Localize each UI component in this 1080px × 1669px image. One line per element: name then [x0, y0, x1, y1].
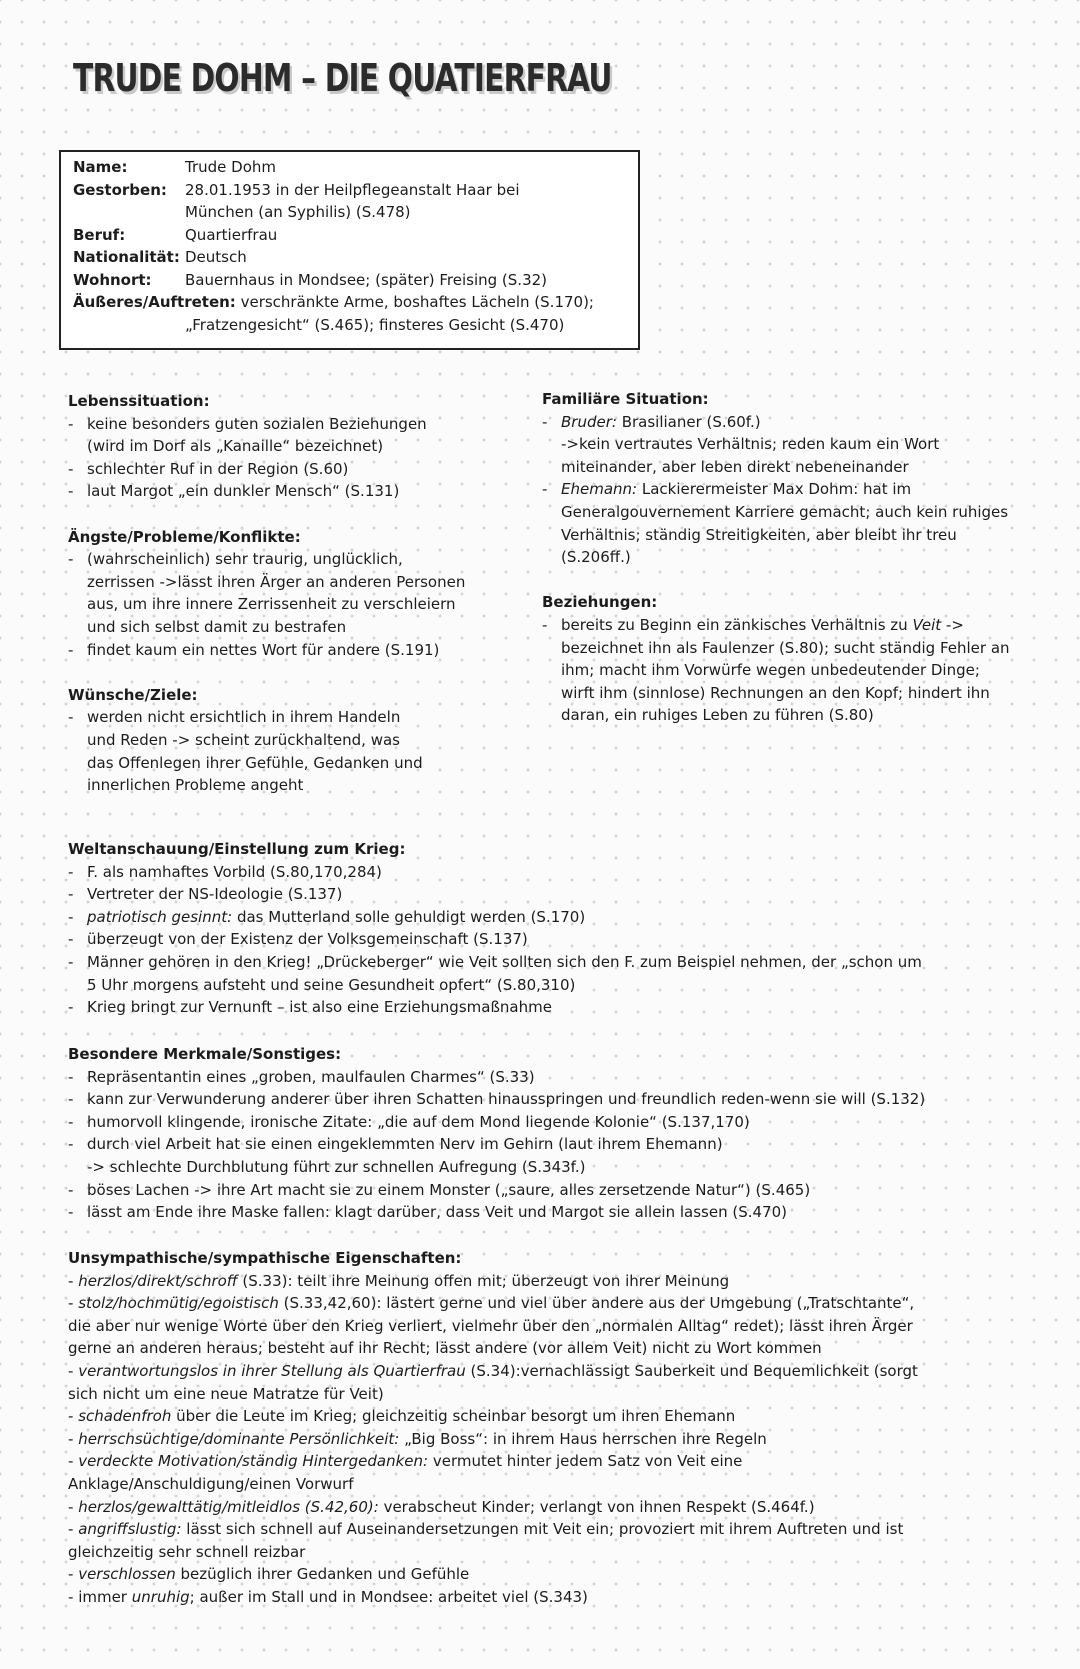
look-value-cont: „Fratzengesicht“ (S.465); finsteres Gesicht (S.470)	[185, 315, 565, 334]
trait-1: - herzlos/direkt/schroff (S.33): teilt ihre Meinung offen mit; überzeugt von ihrer Meinung	[68, 1271, 730, 1290]
special-item-2: kann zur Verwunderung anderer über ihren Schatten hinausspringen und freundlich reden-wenn sie will (S.132)	[87, 1090, 926, 1109]
list-item: - Krieg bringt zur Vernunft – ist also eine Erziehungsmaßnahme	[68, 998, 552, 1017]
special-item-6: lässt am Ende ihre Maske fallen: klagt darüber, dass Veit und Margot sie allein lassen (S.470)	[87, 1203, 787, 1222]
home-label: Wohnort:	[73, 270, 152, 289]
trait-3-text: (S.34):vernachlässigt Sauberkeit und Bequemlichkeit (sorgt	[470, 1361, 918, 1380]
life-item-2: schlechter Ruf in der Region (S.60)	[87, 459, 349, 478]
profile-box	[59, 150, 640, 350]
trait-8-line-2: gleichzeitig sehr schnell reizbar	[68, 1542, 306, 1561]
world-item-5: Männer gehören in den Krieg! „Drückeberger“ wie Veit sollten sich den F. zum Beispiel nehmen, der „schon um	[87, 952, 922, 971]
list-item: - laut Margot „ein dunkler Mensch“ (S.131)	[68, 482, 400, 501]
trait-2-em: stolz/hochmütig/egoistisch	[78, 1294, 279, 1313]
special-heading: Besondere Merkmale/Sonstiges:	[68, 1045, 342, 1063]
nation-value: Deutsch	[185, 248, 247, 266]
trait-6-text: vermutet hinter jedem Satz von Veit eine	[432, 1452, 743, 1471]
trait-8: - angriffslustig: lässt sich schnell auf Auseinandersetzungen mit Veit ein; provoziert mit ihrem Auftreten und ist	[68, 1520, 904, 1539]
trait-8-text: lässt sich schnell auf Auseinandersetzungen mit Veit ein; provoziert mit ihrem Auftreten und ist	[186, 1520, 904, 1539]
trait-6-line-2: Anklage/Anschuldigung/einen Vorwurf	[68, 1474, 354, 1493]
life-heading: Lebenssituation:	[68, 392, 210, 410]
nation-label: Nationalität:	[73, 248, 180, 266]
list-item: - Repräsentantin eines „groben, maulfaulen Charmes“ (S.33)	[68, 1067, 535, 1086]
profile-row-nation	[73, 246, 247, 269]
trait-9-em: verschlossen	[78, 1565, 176, 1584]
job-label: Beruf:	[73, 225, 126, 244]
trait-8-em: angriffslustig:	[78, 1520, 182, 1539]
trait-10-pre: immer	[78, 1587, 127, 1606]
trait-2-line-2: die aber nur wenige Worte über den Krieg verliert, vielmehr über den „normalen Alltag“ redet); lässt ihren Ärger	[68, 1316, 913, 1335]
list-item: - keine besonders guten sozialen Beziehungen (wird im Dorf als „Kanaille“ bezeichnet)	[68, 414, 427, 456]
trait-4-em: schadenfroh	[78, 1407, 172, 1426]
trait-10-em: unruhig	[131, 1587, 190, 1606]
list-item: - lässt am Ende ihre Maske fallen: klagt darüber, dass Veit und Margot sie allein lassen (S.470)	[68, 1203, 787, 1222]
list-item: - patriotisch gesinnt: das Mutterland solle gehuldigt werden (S.170)	[68, 907, 586, 926]
fears-item-2: findet kaum ein nettes Wort für andere (S.191)	[87, 640, 440, 659]
list-item: - überzeugt von der Existenz der Volksgemeinschaft (S.137)	[68, 930, 528, 949]
trait-10-text: ; außer im Stall und in Mondsee: arbeitet viel (S.343)	[189, 1587, 588, 1606]
rel-text-1: bereits zu Beginn ein zänkisches Verhältnis zu	[561, 615, 908, 634]
brother-sub: ->kein vertrautes Verhältnis; reden kaum ein Wort miteinander, aber leben direkt nebeneinander	[561, 435, 940, 476]
trait-4-text: über die Leute im Krieg; gleichzeitig scheinbar besorgt um ihren Ehemann	[176, 1407, 736, 1426]
trait-7-em: herzlos/gewalttätig/mitleidlos (S.42,60):	[78, 1497, 379, 1516]
trait-3: - verantwortungslos in ihrer Stellung als Quartierfrau (S.34):vernachlässigt Sauberkeit und Bequemlichkeit (sorgt	[68, 1361, 918, 1380]
trait-2-line-3: gerne an anderen heraus; besteht auf ihr Recht; lässt andere (vor allem Veit) nicht zu Wort kommen	[68, 1339, 822, 1358]
life-item-1: keine besonders guten sozialen Beziehungen (wird im Dorf als „Kanaille“ bezeichnet)	[87, 414, 427, 456]
trait-1-text: (S.33): teilt ihre Meinung offen mit; überzeugt von ihrer Meinung	[242, 1271, 730, 1290]
died-value: 28.01.1953 in der Heilpflegeanstalt Haar bei	[185, 180, 520, 199]
world-item-6: Krieg bringt zur Vernunft – ist also eine Erziehungsmaßnahme	[87, 998, 552, 1017]
world-item-5-cont: 5 Uhr morgens aufsteht und seine Gesundheit opfert“ (S.80,310)	[87, 975, 576, 994]
list-item: - bereits zu Beginn ein zänkisches Verhältnis zu Veit -> bezeichnet ihn als Faulenzer (S.80); sucht ständig Fehler an ihm; macht ihm Vorwürfe wegen unbedeutender Dinge; wirft ihm (sinnlose) Rechnungen an den Kopf; hindert ihn daran, ein ruhiges Leben zu führen (S.80)	[542, 615, 1010, 725]
list-item: - F. als namhaftes Vorbild (S.80,170,284)	[68, 862, 382, 881]
list-item: - Vertreter der NS-Ideologie (S.137)	[68, 885, 343, 904]
list-item: - böses Lachen -> ihre Art macht sie zu einem Monster („saure, alles zersetzende Natur“) (S.465)	[68, 1180, 811, 1199]
profile-row-died	[73, 179, 520, 202]
traits-section	[68, 1247, 1068, 1609]
trait-9-text: bezüglich ihrer Gedanken und Gefühle	[180, 1565, 470, 1584]
trait-6-em: verdeckte Motivation/ständig Hintergedanken:	[78, 1452, 429, 1471]
list-item: - humorvoll klingende, ironische Zitate: „die auf dem Mond liegende Kolonie“ (S.137,170)	[68, 1112, 750, 1131]
world-heading: Weltanschauung/Einstellung zum Krieg:	[68, 840, 406, 858]
brother-label: Bruder:	[561, 412, 617, 431]
died-value-cont: München (an Syphilis) (S.478)	[185, 203, 411, 221]
trait-7-text: verabscheut Kinder; verlangt von ihnen Respekt (S.464f.)	[383, 1497, 815, 1516]
trait-5: - herrschsüchtige/dominante Persönlichkeit: „Big Boss“: in ihrem Haus herrschen ihre Regeln	[68, 1429, 767, 1448]
profile-row-name	[73, 156, 276, 179]
world-item-2: Vertreter der NS-Ideologie (S.137)	[87, 885, 343, 904]
list-item: - werden nicht ersichtlich in ihrem Handeln und Reden -> scheint zurückhaltend, was das Offenlegen ihrer Gefühle, Gedanken und innerlichen Probleme angeht	[68, 708, 423, 795]
rel-text-2: -> bezeichnet ihn als Faulenzer (S.80); sucht ständig Fehler an ihm; macht ihm Vorwürfe wegen unbedeutender Dinge; wirft ihm (sinnlose) Rechnungen an den Kopf; hindert ihn daran, ein ruhiges Leben zu führen (S.80)	[561, 615, 1010, 725]
trait-3-line-2: sich nicht um eine neue Matratze für Veit)	[68, 1384, 384, 1403]
special-item-5: böses Lachen -> ihre Art macht sie zu einem Monster („saure, alles zersetzende Natur“) (S.465)	[87, 1180, 811, 1199]
trait-2: - stolz/hochmütig/egoistisch (S.33,42,60): lästert gerne und viel über andere aus der Umgebung („Tratschtante“,	[68, 1294, 915, 1313]
traits-heading: Unsympathische/sympathische Eigenschaften:	[68, 1249, 462, 1267]
trait-7: - herzlos/gewalttätig/mitleidlos (S.42,60): verabscheut Kinder; verlangt von ihnen Respekt (S.464f.)	[68, 1497, 815, 1516]
life-item-3: laut Margot „ein dunkler Mensch“ (S.131)	[87, 482, 400, 501]
list-item: - schlechter Ruf in der Region (S.60)	[68, 459, 349, 478]
list-item: - (wahrscheinlich) sehr traurig, unglücklich, zerrissen ->lässt ihren Ärger an anderen Personen aus, um ihre innere Zerrissenheit zu verschleiern und sich selbst damit zu bestrafen	[68, 550, 466, 636]
fears-heading: Ängste/Probleme/Konflikte:	[68, 527, 301, 546]
profile-row-look	[73, 291, 594, 314]
world-item-1: F. als namhaftes Vorbild (S.80,170,284)	[87, 862, 382, 881]
trait-10: - immer unruhig; außer im Stall und in Mondsee: arbeitet viel (S.343)	[68, 1587, 588, 1606]
right-column	[542, 388, 1012, 727]
list-item: - Ehemann: Lackierermeister Max Dohm: hat im Generalgouvernement Karriere gemacht; auch kein ruhiges Verhältnis; ständig Streitigkeiten, aber bleibt ihr treu (S.206ff.)	[542, 480, 1009, 567]
list-item: - findet kaum ein nettes Wort für andere (S.191)	[68, 640, 440, 659]
trait-4: - schadenfroh über die Leute im Krieg; gleichzeitig scheinbar besorgt um ihren Ehemann	[68, 1407, 736, 1426]
profile-row-job	[73, 224, 278, 247]
brother-text: Brasilianer (S.60f.)	[621, 412, 761, 431]
husband-text: Lackierermeister Max Dohm: hat im Generalgouvernement Karriere gemacht; auch kein ruhiges Verhältnis; ständig Streitigkeiten, aber bleibt ihr treu (S.206ff.)	[561, 480, 1009, 567]
profile-row-home	[73, 269, 548, 292]
home-value: Bauernhaus in Mondsee; (später) Freising (S.32)	[185, 270, 548, 289]
wishes-heading: Wünsche/Ziele:	[68, 685, 198, 704]
special-section	[68, 1043, 1068, 1224]
list-item: - Bruder: Brasilianer (S.60f.)	[542, 412, 761, 431]
list-item: - kann zur Verwunderung anderer über ihren Schatten hinausspringen und freundlich reden-wenn sie will (S.132)	[68, 1090, 926, 1109]
family-heading: Familiäre Situation:	[542, 390, 709, 408]
world-item-3: das Mutterland solle gehuldigt werden (S.170)	[236, 907, 586, 926]
died-label: Gestorben:	[73, 180, 167, 199]
trait-5-em: herrschsüchtige/dominante Persönlichkeit:	[78, 1429, 400, 1448]
relations-heading: Beziehungen:	[542, 593, 658, 612]
look-value: verschränkte Arme, boshaftes Lächeln (S.170);	[240, 293, 594, 311]
name-label: Name:	[73, 158, 128, 176]
trait-1-em: herzlos/direkt/schroff	[78, 1271, 238, 1290]
fears-item-1: (wahrscheinlich) sehr traurig, unglücklich, zerrissen ->lässt ihren Ärger an anderen Personen aus, um ihre innere Zerrissenheit zu verschleiern und sich selbst damit zu bestrafen	[87, 550, 466, 636]
special-item-1: Repräsentantin eines „groben, maulfaulen Charmes“ (S.33)	[87, 1067, 535, 1086]
husband-label: Ehemann:	[561, 480, 638, 499]
left-column	[68, 390, 468, 797]
wishes-item-1: werden nicht ersichtlich in ihrem Handeln und Reden -> scheint zurückhaltend, was das Offenlegen ihrer Gefühle, Gedanken und innerlichen Probleme angeht	[87, 708, 423, 795]
name-value: Trude Dohm	[185, 158, 276, 176]
trait-5-text: „Big Boss“: in ihrem Haus herrschen ihre Regeln	[404, 1429, 767, 1448]
list-item: - Männer gehören in den Krieg! „Drückeberger“ wie Veit sollten sich den F. zum Beispiel nehmen, der „schon um	[68, 952, 922, 971]
world-item-4: überzeugt von der Existenz der Volksgemeinschaft (S.137)	[87, 930, 528, 949]
special-item-4: durch viel Arbeit hat sie einen eingeklemmten Nerv im Gehirn (laut ihrem Ehemann)	[87, 1135, 723, 1154]
job-value: Quartierfrau	[185, 225, 278, 244]
trait-6: - verdeckte Motivation/ständig Hintergedanken: vermutet hinter jedem Satz von Veit eine	[68, 1452, 743, 1471]
special-item-3: humorvoll klingende, ironische Zitate: „die auf dem Mond liegende Kolonie“ (S.137,170)	[87, 1112, 750, 1131]
world-item-3-em: patriotisch gesinnt:	[87, 907, 233, 926]
trait-9: - verschlossen bezüglich ihrer Gedanken und Gefühle	[68, 1565, 470, 1584]
look-label: Äußeres/Auftreten:	[73, 293, 236, 311]
worldview-section	[68, 838, 1068, 1019]
trait-3-em: verantwortungslos in ihrer Stellung als Quartierfrau	[78, 1361, 466, 1380]
trait-2-text: (S.33,42,60): lästert gerne und viel über andere aus der Umgebung („Tratschtante“,	[283, 1294, 915, 1313]
rel-veit: Veit	[912, 615, 942, 634]
list-item: - durch viel Arbeit hat sie einen eingeklemmten Nerv im Gehirn (laut ihrem Ehemann)	[68, 1135, 723, 1154]
special-item-4-sub: -> schlechte Durchblutung führt zur schnellen Aufregung (S.343f.)	[87, 1157, 586, 1176]
page-title: TRUDE DOHM – DIE QUATIERFRAU	[73, 56, 612, 100]
